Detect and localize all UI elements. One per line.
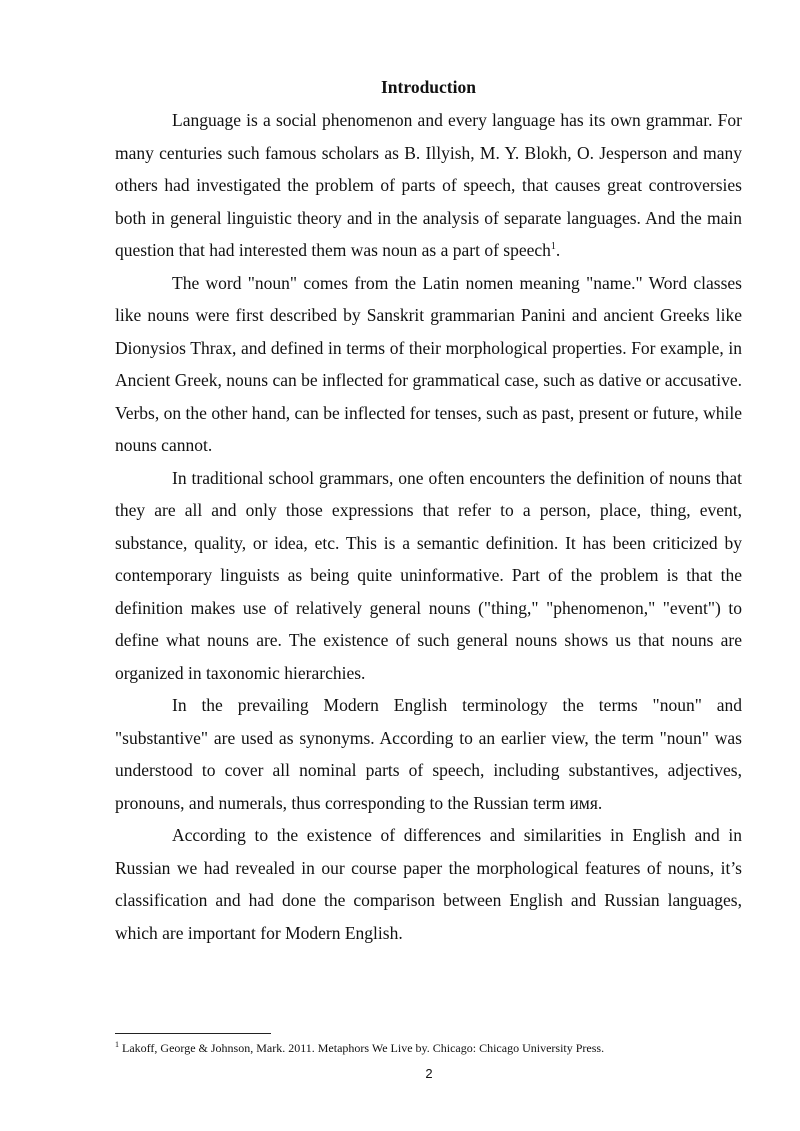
footnote-text: Lakoff, George & Johnson, Mark. 2011. Metaphors We Live by. Chicago: Chicago University Press.: [122, 1041, 605, 1055]
paragraph-1-text: Language is a social phenomenon and every language has its own grammar. For many centuries such famous scholars as B. Illyish, M. Y. Blokh, O. Jesperson and many others had investigated the problem of parts of speech, that causes great controversies both in general linguistic theory and in the analysis of separate languages. And the main question that had interested them was noun as a part of speech: [115, 110, 742, 260]
page-title: Introduction: [381, 77, 476, 97]
footnote-divider: [115, 1033, 271, 1034]
paragraph-2: The word "noun" comes from the Latin nomen meaning "name." Word classes like nouns were first described by Sanskrit grammarian Panini and ancient Greeks like Dionysios Thrax, and defined in terms of their morphological properties. For example, in Ancient Greek, nouns can be inflected for grammatical case, such as dative or accusative. Verbs, on the other hand, can be inflected for tenses, such as past, present or future, while nouns cannot.: [115, 272, 742, 455]
paragraph-1-tail: .: [555, 240, 561, 260]
paragraph-3: In traditional school grammars, one often encounters the definition of nouns that they are all and only those expressions that refer to a person, place, thing, event, substance, quality, or idea, etc. This is a semantic definition. It has been criticized by contemporary linguists as being quite uninformative. Part of the problem is that the definition makes use of relatively general nouns ("thing," "phenomenon," "event") to define what nouns are. The existence of such general nouns shows us that nouns are organized in taxonomic hierarchies.: [115, 467, 742, 683]
footnote-reference: 1: [550, 241, 556, 253]
page-number: 2: [425, 1066, 433, 1081]
footnote: [115, 1040, 755, 1056]
body-text: [115, 104, 742, 949]
paragraph-1: [115, 104, 742, 267]
paragraph-5: According to the existence of differences and similarities in English and in Russian we had revealed in our course paper the morphological features of nouns, it’s classification and had done the comparison between English and Russian languages, which are important for Modern English.: [115, 825, 742, 943]
footnote-mark: 1: [115, 1040, 119, 1049]
paragraph-4: In the prevailing Modern English terminology the terms "noun" and "substantive" are used as synonyms. According to an earlier view, the term "noun" was understood to cover all nominal parts of speech, including substantives, adjectives, pronouns, and numerals, thus corresponding to the Russian term имя.: [115, 695, 742, 813]
